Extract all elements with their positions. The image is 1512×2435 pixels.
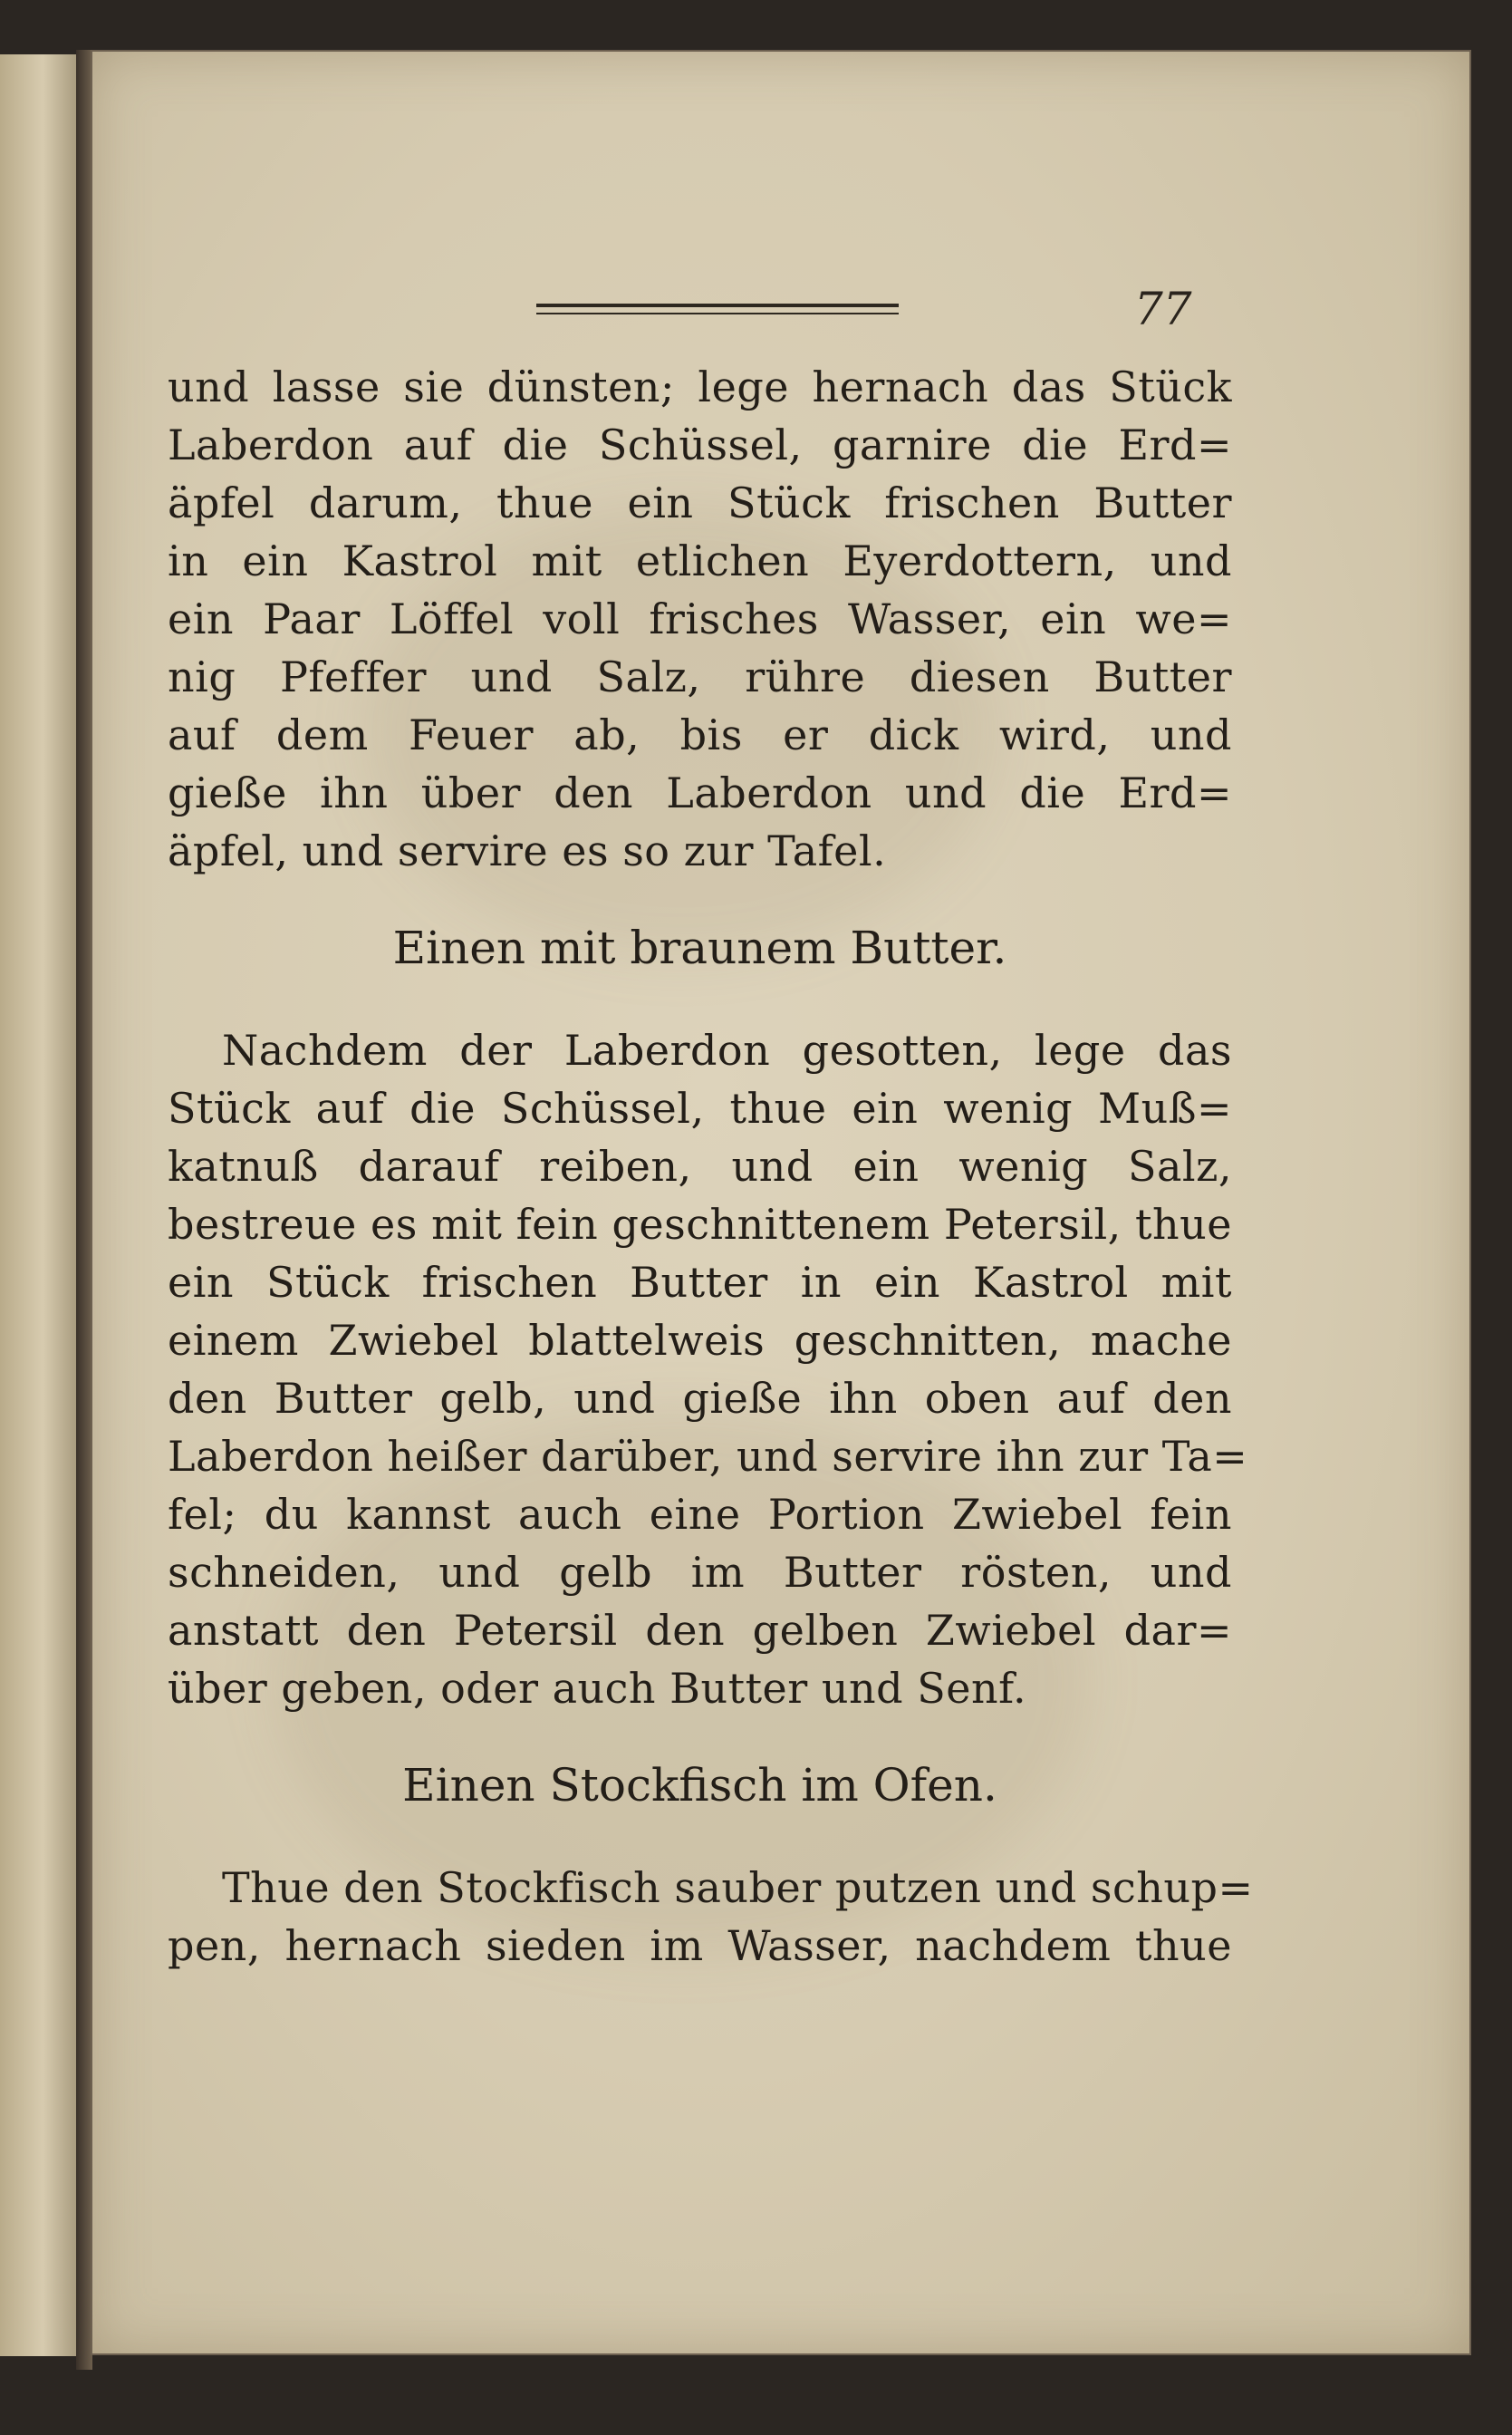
paragraph-2 bbox=[168, 1021, 1248, 1717]
text-line: und lasse sie dünsten; lege hernach das Stück bbox=[168, 362, 1232, 411]
text-line: ein Stück frischen Butter in ein Kastrol mit bbox=[168, 1258, 1232, 1307]
header-rule bbox=[536, 304, 899, 314]
text-line: einem Zwiebel blattelweis geschnitten, mache bbox=[168, 1316, 1232, 1365]
section-heading-stockfisch: Einen Stockfisch im Ofen. bbox=[402, 1759, 997, 1812]
paragraph-1 bbox=[168, 358, 1232, 880]
text-line: bestreue es mit fein geschnittenem Petersil, thue bbox=[168, 1200, 1232, 1249]
text-line: den Butter gelb, und gieße ihn oben auf den bbox=[168, 1374, 1232, 1423]
text-line: Nachdem der Laberdon gesotten, lege das bbox=[222, 1026, 1232, 1075]
facing-page-edge bbox=[0, 54, 81, 2356]
text-line: Stück auf die Schüssel, thue ein wenig Muß= bbox=[168, 1084, 1232, 1133]
text-line: ein Paar Löffel voll frisches Wasser, ein we= bbox=[168, 594, 1232, 643]
section-heading-braunem-butter: Einen mit braunem Butter. bbox=[392, 922, 1007, 974]
text-line: Laberdon auf die Schüssel, garnire die Erd= bbox=[168, 420, 1232, 469]
text-line: in ein Kastrol mit etlichen Eyerdottern, und bbox=[168, 536, 1232, 585]
text-line: äpfel darum, thue ein Stück frischen Butter bbox=[168, 478, 1232, 527]
text-line: pen, hernach sieden im Wasser, nachdem thue bbox=[168, 1921, 1232, 1970]
text-line: schneiden, und gelb im Butter rösten, und bbox=[168, 1548, 1232, 1597]
text-line: Thue den Stockfisch sauber putzen und schup= bbox=[222, 1863, 1254, 1912]
text-line: gieße ihn über den Laberdon und die Erd= bbox=[168, 768, 1232, 817]
page-text bbox=[168, 358, 1254, 1975]
text-line: nig Pfeffer und Salz, rühre diesen Butter bbox=[168, 652, 1232, 701]
text-line: äpfel, und servire es so zur Tafel. bbox=[168, 826, 887, 875]
text-line: katnuß darauf reiben, und ein wenig Salz, bbox=[168, 1142, 1232, 1191]
paragraph-3 bbox=[168, 1859, 1254, 1975]
page-number: 77 bbox=[1134, 283, 1192, 335]
text-line: anstatt den Petersil den gelben Zwiebel dar= bbox=[168, 1606, 1232, 1655]
text-line: über geben, oder auch Butter und Senf. bbox=[168, 1664, 1027, 1713]
text-line: Laberdon heißer darüber, und servire ihn zur Ta= bbox=[168, 1432, 1248, 1481]
text-line: auf dem Feuer ab, bis er dick wird, und bbox=[168, 710, 1232, 759]
text-line: fel; du kannst auch eine Portion Zwiebel fein bbox=[168, 1490, 1232, 1539]
